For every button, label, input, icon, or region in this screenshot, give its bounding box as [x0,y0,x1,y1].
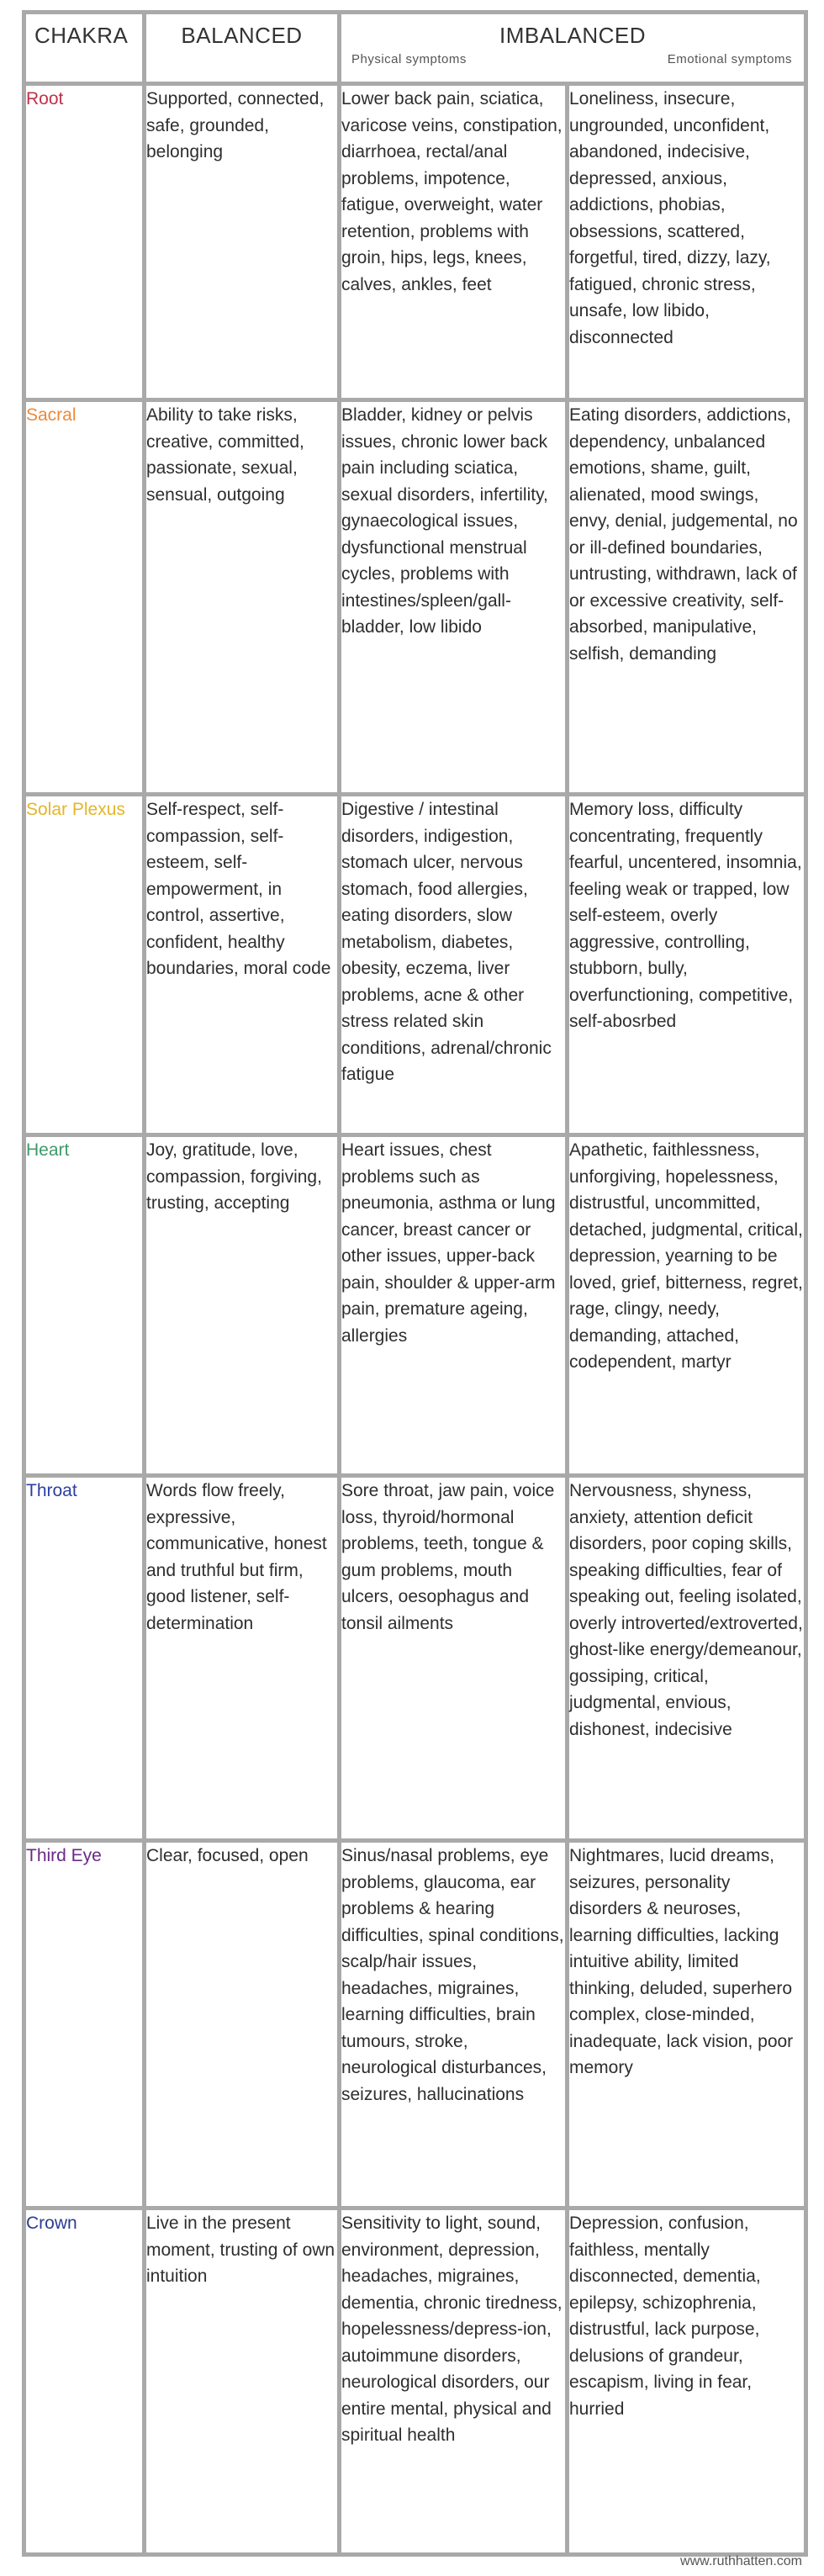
header-chakra: CHAKRA [24,13,145,84]
physical-text: Sinus/nasal problems, eye problems, glaucoma, ear problems & hearing difficulties, spinal conditions, scalp/hair issues, headaches, migraines, learning difficulties, brain tumours, stroke, neurological disturbances, seizures, hallucinations [341,1846,564,2104]
chakra-name-cell [24,84,145,400]
chakra-name-cell [24,1476,145,1841]
physical-text: Digestive / intestinal disorders, indigestion, stomach ulcer, nervous stomach, food allergies, eating disorders, slow metabolism, diabetes, obesity, eczema, liver problems, acne & other stress related skin conditions, adrenal/chronic fatigue [341,800,552,1084]
physical-cell [340,1841,568,2208]
balanced-text: Supported, connected, safe, grounded, belonging [146,89,325,161]
header-imbalanced: IMBALANCED [499,23,647,48]
physical-cell [340,795,568,1135]
chakra-name-cell [24,1135,145,1476]
balanced-text: Clear, focused, open [146,1846,309,1865]
footer-website: www.ruthhatten.com [680,2554,802,2568]
emotional-text: Depression, confusion, faithless, mentally disconnected, dementia, epilepsy, schizophrenia, distrustful, lack purpose, delusions of grandeur, escapism, living in fear, hurried [569,2214,761,2419]
emotional-cell [568,795,806,1135]
physical-text: Sensitivity to light, sound, environment, depression, headaches, migraines, dementia, chronic tiredness, hopelessness/depress-ion, autoimmune disorders, neurological disorders, our entire mental, physical and spiritual health [341,2214,563,2445]
emotional-text: Nightmares, lucid dreams, seizures, personality disorders & neuroses, learning difficulties, lacking intuitive ability, limited thinking, deluded, superhero complex, close-minded, inadequate, lack vision, poor memory [569,1846,794,2077]
chakra-name-cell [24,795,145,1135]
chakra-name: Solar Plexus [26,800,125,819]
balanced-text: Self-respect, self-compassion, self-esteem, self-empowerment, in control, assertive, confident, healthy boundaries, moral code [146,800,331,978]
physical-text: Lower back pain, sciatica, varicose veins, constipation, diarrhoea, rectal/anal problems, impotence, fatigue, overweight, water retention, problems with groin, hips, legs, knees, calves, ankles, feet [341,89,563,294]
emotional-cell [568,1135,806,1476]
physical-text: Bladder, kidney or pelvis issues, chronic lower back pain including sciatica, sexual disorders, infertility, gynaecological issues, dysfunctional menstrual cycles, problems with intestines/spleen/gall-bladder, low libido [341,405,548,637]
balanced-cell [145,795,340,1135]
physical-text: Sore throat, jaw pain, voice loss, thyroid/hormonal problems, teeth, tongue & gum problems, mouth ulcers, oesophagus and tonsil ailments [341,1481,555,1633]
chakra-name: Throat [26,1481,77,1500]
balanced-text: Live in the present moment, trusting of own intuition [146,2214,335,2286]
balanced-cell [145,400,340,795]
emotional-text: Memory loss, difficulty concentrating, frequently fearful, uncentered, insomnia, feeling weak or trapped, low self-esteem, overly aggressive, controlling, stubborn, bully, overfunctioning, competitive, self-abosrbed [569,800,802,1031]
chakra-name-cell [24,1841,145,2208]
header-balanced: BALANCED [145,13,340,84]
emotional-cell [568,2208,806,2555]
chakra-name: Heart [26,1140,70,1160]
emotional-cell [568,1841,806,2208]
chakra-name-cell [24,400,145,795]
balanced-cell [145,1135,340,1476]
balanced-cell [145,1476,340,1841]
row-sacral [24,400,806,795]
balanced-text: Words flow freely, expressive, communicative, honest and truthful but firm, good listener, self-determination [146,1481,327,1633]
chakra-name: Sacral [26,405,77,425]
row-solar-plexus [24,795,806,1135]
balanced-text: Joy, gratitude, love, compassion, forgiving, trusting, accepting [146,1140,322,1213]
physical-text: Heart issues, chest problems such as pneumonia, asthma or lung cancer, breast cancer or other issues, upper-back pain, shoulder & upper-arm pain, premature ageing, allergies [341,1140,556,1346]
header-row [24,13,806,84]
physical-cell [340,2208,568,2555]
header-physical-symptoms: Physical symptoms [351,52,467,66]
emotional-cell [568,84,806,400]
emotional-text: Apathetic, faithlessness, unforgiving, hopelessness, distrustful, uncommitted, detached, judgmental, critical, depression, yearning to be loved, grief, bitterness, regret, rage, clingy, needy, demanding, attached, codependent, martyr [569,1140,803,1372]
chakra-name: Root [26,89,64,108]
physical-cell [340,400,568,795]
balanced-cell [145,84,340,400]
row-throat [24,1476,806,1841]
emotional-text: Nervousness, shyness, anxiety, attention deficit disorders, poor coping skills, speaking difficulties, fear of speaking out, feeling isolated, overly introverted/extroverted, ghost-like energy/demeanour, gossiping, critical, judgmental, envious, dishonest, indecisive [569,1481,803,1739]
header-emotional-symptoms: Emotional symptoms [667,52,793,66]
row-root [24,84,806,400]
physical-cell [340,1476,568,1841]
row-heart [24,1135,806,1476]
chakra-name-cell [24,2208,145,2555]
chakra-name: Crown [26,2214,77,2233]
emotional-cell [568,1476,806,1841]
balanced-cell [145,2208,340,2555]
balanced-cell [145,1841,340,2208]
row-third-eye [24,1841,806,2208]
row-crown [24,2208,806,2555]
balanced-text: Ability to take risks, creative, committed, passionate, sexual, sensual, outgoing [146,405,304,505]
chakra-table [22,10,808,2557]
emotional-cell [568,400,806,795]
chakra-name: Third Eye [26,1846,102,1865]
physical-cell [340,1135,568,1476]
physical-cell [340,84,568,400]
emotional-text: Loneliness, insecure, ungrounded, unconfident, abandoned, indecisive, depressed, anxious, addictions, phobias, obsessions, scattered, forgetful, tired, dizzy, lazy, fatigued, chronic stress, unsafe, low libido, disconnected [569,89,771,347]
emotional-text: Eating disorders, addictions, dependency, unbalanced emotions, shame, guilt, alienated, mood swings, envy, denial, judgemental, no or ill-defined boundaries, untrusting, withdrawn, lack of or excessive creativity, self-absorbed, manipulative, selfish, demanding [569,405,798,664]
header-imbalanced-cell [340,13,806,84]
